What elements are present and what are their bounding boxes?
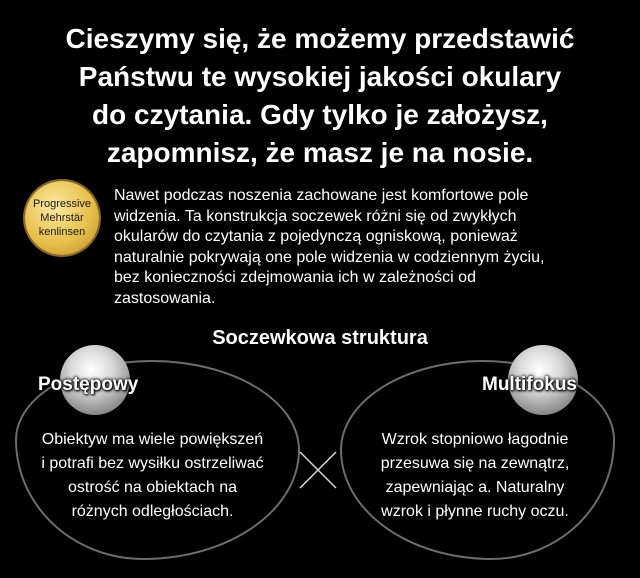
left-lens-text <box>10 428 295 524</box>
left-lens-line: różnych odległościach. <box>71 503 234 520</box>
right-lens-line: wzrok i płynne ruchy oczu. <box>381 503 569 520</box>
description-line: naturalnie pokrywają one pole widzenia w codziennym życiu, <box>114 248 545 266</box>
headline-line: Cieszymy się, że możemy przedstawić <box>65 23 575 54</box>
left-lens-label: Postępowy <box>38 374 139 395</box>
headline <box>0 20 640 172</box>
description-line: widzenia. Ta konstrukcja soczewek różni się od zwykłych <box>114 207 517 225</box>
section-title: Soczewkowa struktura <box>212 327 428 349</box>
left-lens-line: Obiektyw ma wiele powiększeń <box>41 431 264 448</box>
headline-line: do czytania. Gdy tylko je założysz, <box>92 99 548 130</box>
right-lens-line: przesuwa się na zewnątrz, <box>380 455 570 472</box>
description-text <box>114 186 619 309</box>
badge-line: kenlinsen <box>38 226 86 238</box>
right-lens-line: zapewniając a. Naturalny <box>385 479 565 496</box>
badge-line: Progressive <box>32 198 92 210</box>
left-lens-line: i potrafi bez wysiłku ostrzeliwać <box>41 455 264 472</box>
cross-icon <box>298 450 338 490</box>
left-lens-line: ostrość na obiektach na <box>68 479 237 496</box>
right-lens-text <box>335 428 615 524</box>
description-line: bez konieczności zdejmowania ich w zależności od <box>114 269 476 286</box>
description-line: Nawet podczas noszenia zachowane jest komfortowe pole <box>114 187 529 204</box>
description-line: okularów do czytania z pojedynczą ogniskową, ponieważ <box>114 228 518 245</box>
right-lens-line: Wzrok stopniowo łagodnie <box>381 431 569 448</box>
badge-line: Mehrstär <box>40 212 84 224</box>
right-lens-label: Multifokus <box>482 374 577 395</box>
headline-line: Państwu te wysokiej jakości okulary <box>78 61 562 92</box>
description-line: zastosowania. <box>114 289 216 307</box>
headline-line: zapomnisz, że masz je na nosie. <box>106 137 534 168</box>
progressive-badge <box>25 181 99 255</box>
